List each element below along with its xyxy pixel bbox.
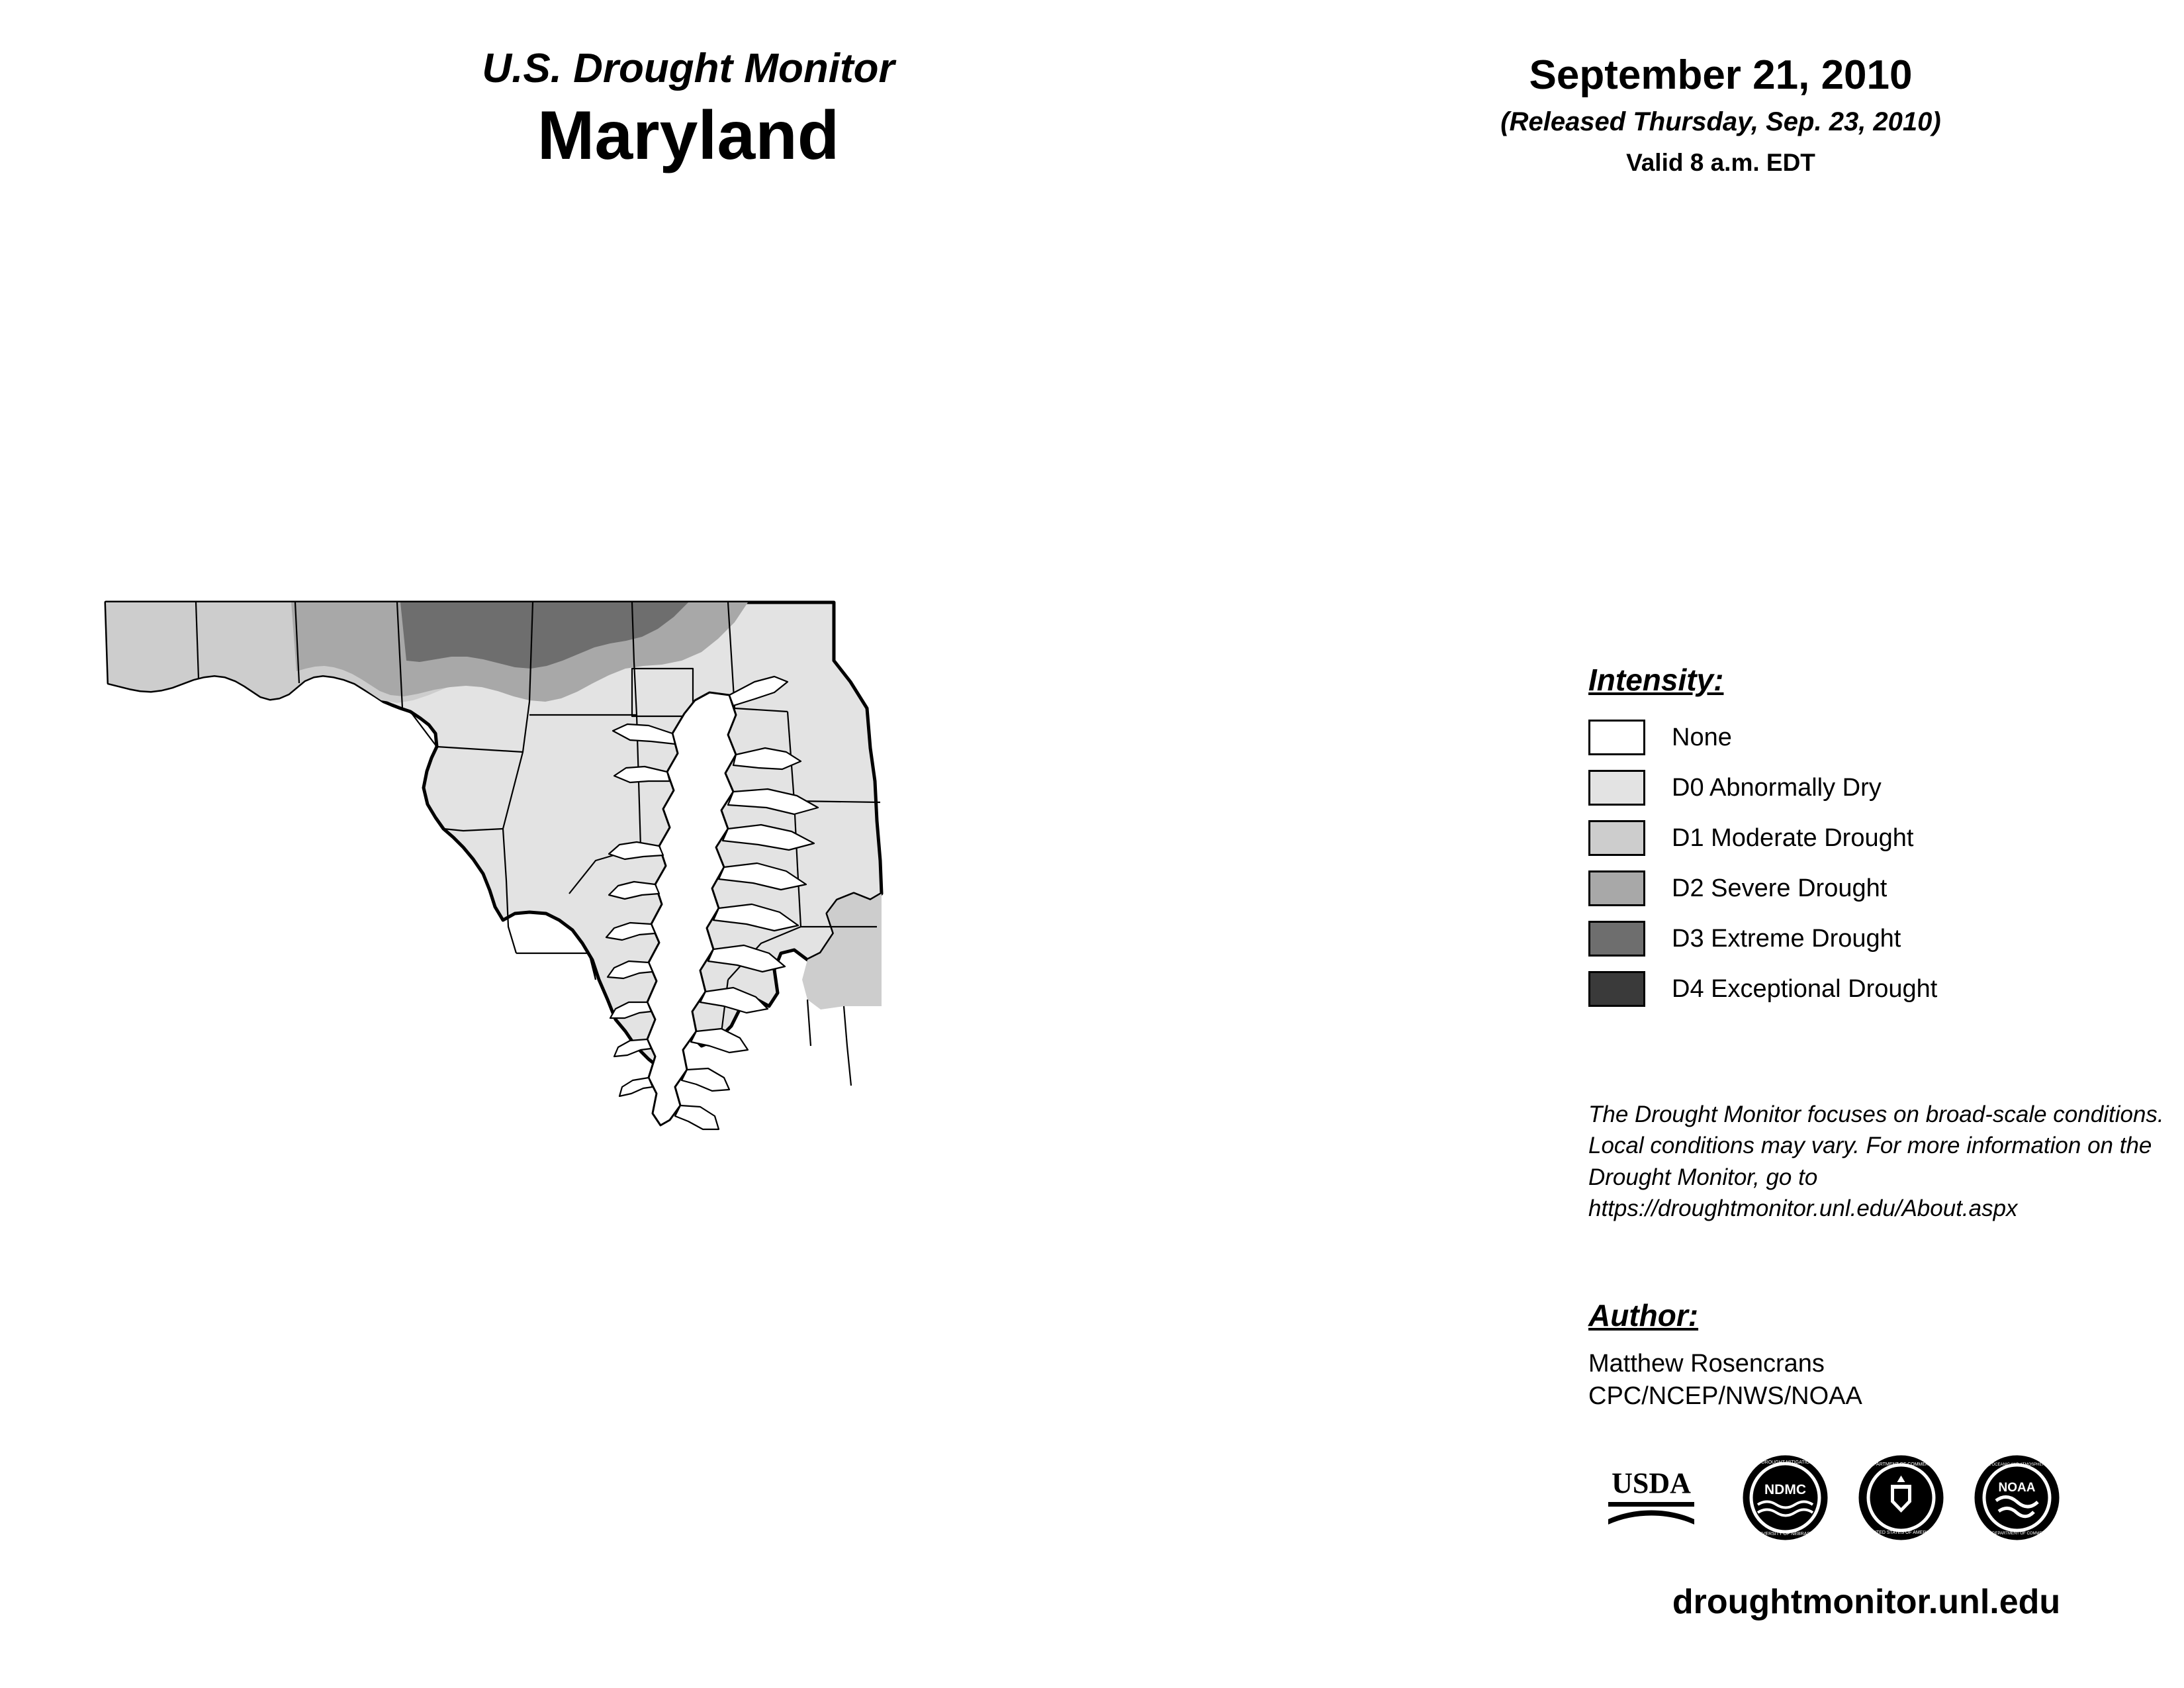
legend-item-d3 [1588, 914, 2144, 964]
author-title: Author: [1588, 1298, 1699, 1333]
legend-swatch-none [1588, 720, 1645, 755]
legend-item-d4 [1588, 964, 2144, 1014]
svg-text:NATIONAL OCEANIC AND ATMOSPHER: NATIONAL OCEANIC AND ATMOSPHERIC ADMIN [1972, 1463, 2062, 1467]
svg-text:DEPARTMENT OF COMMERCE: DEPARTMENT OF COMMERCE [1867, 1462, 1935, 1467]
title-block [291, 46, 1085, 176]
disclaimer-text: The Drought Monitor focuses on broad-scale conditions. Local conditions may vary. For more information on the Drought Monitor, go to https://droughtmonitor.unl.edu/About.aspx [1588, 1102, 2164, 1221]
release-date: (Released Thursday, Sep. 23, 2010) [1500, 107, 1941, 137]
legend-item-none [1588, 712, 2144, 763]
legend-swatch-d1 [1588, 820, 1645, 856]
svg-text:NDMC: NDMC [1764, 1482, 1806, 1497]
svg-text:NOAA: NOAA [1998, 1481, 2036, 1495]
usdc-logo [1856, 1453, 1946, 1546]
svg-text:U.S. DEPARTMENT OF COMMERCE: U.S. DEPARTMENT OF COMMERCE [1983, 1532, 2051, 1536]
ndmc-logo [1741, 1453, 1830, 1546]
legend-swatch-d0 [1588, 770, 1645, 806]
legend-item-d2 [1588, 863, 2144, 914]
legend-label-d2: D2 Severe Drought [1672, 874, 1888, 902]
logo-row [1588, 1443, 2158, 1556]
legend-swatch-d3 [1588, 921, 1645, 957]
state-title: Maryland [537, 97, 840, 175]
legend [1588, 662, 2144, 1014]
svg-text:NATIONAL DROUGHT MITIGATION CE: NATIONAL DROUGHT MITIGATION CENTER [1741, 1460, 1830, 1465]
legend-swatch-d2 [1588, 870, 1645, 906]
noaa-logo [1972, 1453, 2062, 1546]
valid-time: Valid 8 a.m. EDT [1626, 149, 1815, 177]
legend-label-d1: D1 Moderate Drought [1672, 823, 1914, 852]
legend-label-none: None [1672, 723, 1732, 751]
author-block [1588, 1297, 2158, 1412]
legend-label-d4: D4 Exceptional Drought [1672, 974, 1938, 1003]
svg-text:UNIVERSITY OF NEBRASKA: UNIVERSITY OF NEBRASKA [1754, 1532, 1817, 1536]
page-title: U.S. Drought Monitor [482, 46, 895, 91]
legend-label-d0: D0 Abnormally Dry [1672, 773, 1882, 802]
date-block [1390, 53, 2052, 177]
site-url[interactable]: droughtmonitor.unl.edu [1672, 1583, 2061, 1621]
author-name: Matthew Rosencrans [1588, 1350, 1825, 1378]
author-affiliation: CPC/NCEP/NWS/NOAA [1588, 1382, 1862, 1410]
legend-item-d0 [1588, 763, 2144, 813]
svg-text:USDA: USDA [1612, 1466, 1691, 1499]
legend-title: Intensity: [1588, 663, 1724, 697]
legend-swatch-d4 [1588, 971, 1645, 1007]
legend-item-d1 [1588, 813, 2144, 863]
maryland-drought-map [66, 583, 1509, 1377]
legend-label-d3: D3 Extreme Drought [1672, 924, 1901, 953]
svg-text:UNITED STATES OF AMERICA: UNITED STATES OF AMERICA [1868, 1530, 1934, 1535]
usda-logo [1588, 1458, 1714, 1541]
map-date: September 21, 2010 [1529, 52, 1913, 98]
